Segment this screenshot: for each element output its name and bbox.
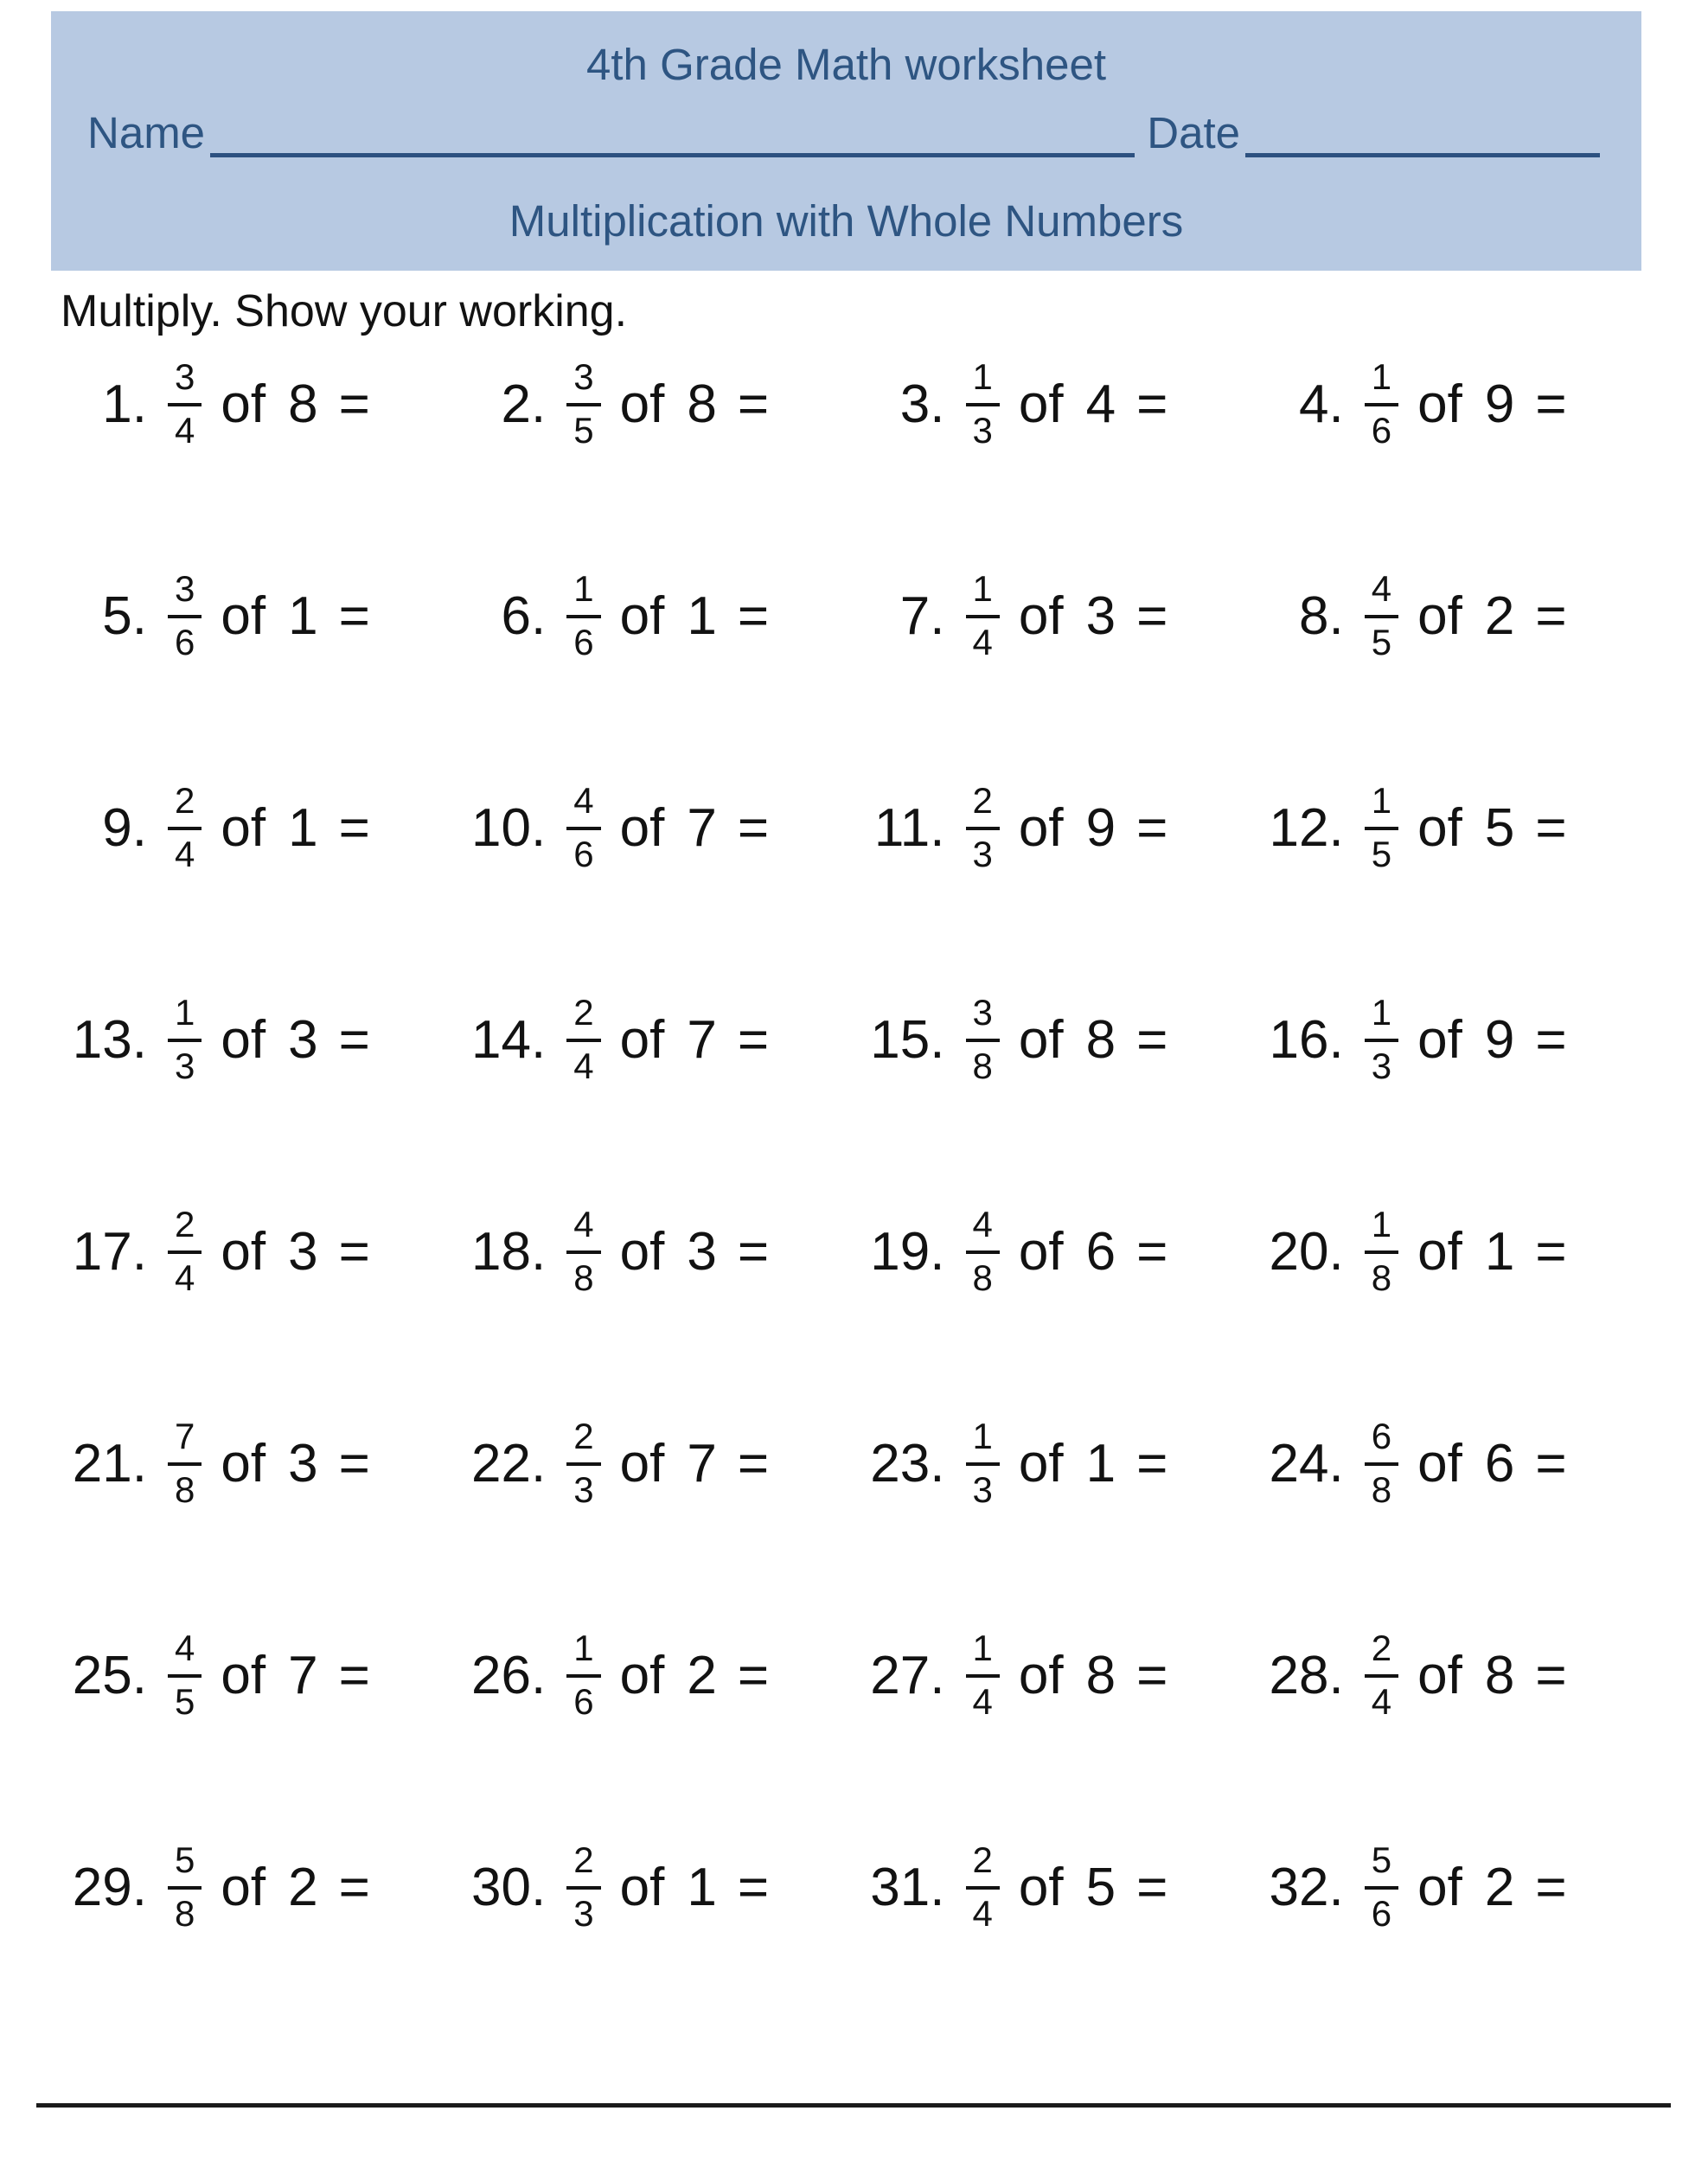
name-label: Name — [87, 108, 206, 157]
problem-number: 27. — [870, 1645, 945, 1705]
whole-number: 1 — [687, 1857, 717, 1917]
fraction-denominator: 8 — [573, 1257, 594, 1298]
fraction-denominator: 6 — [573, 1680, 594, 1722]
fraction-numerator: 2 — [566, 1841, 600, 1889]
fraction-numerator: 1 — [1365, 1206, 1398, 1253]
whole-number: 1 — [288, 797, 318, 858]
bottom-divider-line — [36, 2103, 1671, 2108]
problem-item — [59, 770, 457, 886]
problem-number: 9. — [102, 797, 147, 858]
fraction-denominator: 5 — [1371, 833, 1392, 874]
of-word: of — [619, 1433, 665, 1494]
fraction — [1365, 570, 1398, 661]
equals-sign: = — [1535, 797, 1567, 858]
fraction — [168, 1841, 202, 1932]
of-word: of — [619, 1857, 665, 1917]
problem-number: 3. — [899, 374, 945, 434]
problem-number: 8. — [1299, 585, 1344, 646]
fraction — [168, 358, 202, 449]
name-blank-line — [210, 103, 1135, 157]
fraction-numerator: 3 — [566, 358, 600, 406]
fraction-denominator: 4 — [175, 409, 195, 451]
equals-sign: = — [338, 1645, 370, 1705]
equals-sign: = — [1535, 1009, 1567, 1070]
fraction — [1365, 1629, 1398, 1720]
fraction-numerator: 4 — [1365, 570, 1398, 617]
problem-item — [59, 558, 457, 674]
equals-sign: = — [338, 374, 370, 434]
whole-number: 7 — [687, 1009, 717, 1070]
fraction — [566, 1206, 600, 1296]
fraction-numerator: 7 — [168, 1417, 202, 1465]
problem-item — [59, 1405, 457, 1521]
problem-item — [857, 1829, 1256, 1945]
whole-number: 2 — [288, 1857, 318, 1917]
fraction — [1365, 1206, 1398, 1296]
fraction-numerator: 2 — [566, 1417, 600, 1465]
equals-sign: = — [1535, 1221, 1567, 1282]
problems-grid — [59, 346, 1654, 2041]
problem-item — [457, 346, 856, 462]
whole-number: 3 — [288, 1433, 318, 1494]
date-label: Date — [1147, 108, 1240, 157]
problem-item — [857, 1617, 1256, 1733]
of-word: of — [619, 1009, 665, 1070]
problem-number: 6. — [501, 585, 547, 646]
problem-number: 31. — [870, 1857, 945, 1917]
equals-sign: = — [737, 1645, 770, 1705]
problem-number: 28. — [1269, 1645, 1344, 1705]
fraction — [566, 782, 600, 873]
whole-number: 1 — [1085, 1433, 1116, 1494]
of-word: of — [221, 585, 266, 646]
of-word: of — [619, 797, 665, 858]
whole-number: 9 — [1484, 1009, 1515, 1070]
fraction-numerator: 1 — [1365, 358, 1398, 406]
fraction-denominator: 6 — [573, 621, 594, 662]
problem-number: 5. — [102, 585, 147, 646]
problem-item — [857, 558, 1256, 674]
whole-number: 2 — [1484, 1857, 1515, 1917]
problem-number: 10. — [471, 797, 547, 858]
fraction-denominator: 3 — [972, 1468, 993, 1510]
worksheet-subtitle: Multiplication with Whole Numbers — [509, 196, 1184, 246]
equals-sign: = — [737, 585, 770, 646]
fraction-numerator: 2 — [966, 1841, 1000, 1889]
whole-number: 3 — [1085, 585, 1116, 646]
problem-item — [857, 1405, 1256, 1521]
whole-number: 1 — [288, 585, 318, 646]
fraction-numerator: 6 — [1365, 1417, 1398, 1465]
of-word: of — [221, 1857, 266, 1917]
whole-number: 2 — [687, 1645, 717, 1705]
problem-number: 22. — [471, 1433, 547, 1494]
fraction — [566, 358, 600, 449]
fraction — [966, 358, 1000, 449]
problem-item — [457, 1405, 856, 1521]
of-word: of — [1018, 1857, 1064, 1917]
problem-item — [1256, 770, 1654, 886]
fraction-numerator: 1 — [566, 570, 600, 617]
fraction — [168, 570, 202, 661]
fraction-denominator: 3 — [972, 409, 993, 451]
fraction — [168, 1417, 202, 1508]
of-word: of — [221, 1645, 266, 1705]
fraction-numerator: 1 — [1365, 994, 1398, 1041]
whole-number: 1 — [1484, 1221, 1515, 1282]
fraction-numerator: 2 — [168, 782, 202, 829]
problem-item — [457, 1193, 856, 1309]
fraction-denominator: 5 — [1371, 621, 1392, 662]
worksheet-header — [51, 11, 1641, 271]
equals-sign: = — [1136, 1221, 1168, 1282]
whole-number: 3 — [288, 1221, 318, 1282]
problem-number: 13. — [72, 1009, 147, 1070]
problem-item — [1256, 982, 1654, 1097]
fraction — [1365, 1417, 1398, 1508]
problem-item — [59, 1193, 457, 1309]
equals-sign: = — [737, 1221, 770, 1282]
fraction-denominator: 4 — [573, 1045, 594, 1086]
equals-sign: = — [1136, 585, 1168, 646]
of-word: of — [1018, 1645, 1064, 1705]
fraction-denominator: 6 — [175, 621, 195, 662]
of-word: of — [1018, 1009, 1064, 1070]
fraction-numerator: 4 — [566, 1206, 600, 1253]
fraction-numerator: 4 — [168, 1629, 202, 1677]
problem-number: 32. — [1269, 1857, 1344, 1917]
problem-item — [59, 1617, 457, 1733]
problem-number: 7. — [899, 585, 945, 646]
instruction-text: Multiply. Show your working. — [61, 286, 628, 336]
equals-sign: = — [737, 1009, 770, 1070]
fraction-denominator: 8 — [175, 1892, 195, 1934]
equals-sign: = — [1535, 1645, 1567, 1705]
problem-item — [457, 1829, 856, 1945]
problem-number: 18. — [471, 1221, 547, 1282]
fraction — [966, 1417, 1000, 1508]
problem-item — [59, 982, 457, 1097]
equals-sign: = — [338, 1857, 370, 1917]
equals-sign: = — [1535, 585, 1567, 646]
fraction-denominator: 5 — [175, 1680, 195, 1722]
problem-item — [457, 770, 856, 886]
fraction-numerator: 3 — [966, 994, 1000, 1041]
of-word: of — [619, 374, 665, 434]
fraction — [1365, 994, 1398, 1084]
whole-number: 5 — [1085, 1857, 1116, 1917]
problem-number: 20. — [1269, 1221, 1344, 1282]
fraction-numerator: 1 — [1365, 782, 1398, 829]
of-word: of — [1417, 797, 1462, 858]
fraction-denominator: 4 — [972, 621, 993, 662]
fraction — [1365, 1841, 1398, 1932]
whole-number: 6 — [1085, 1221, 1116, 1282]
whole-number: 3 — [687, 1221, 717, 1282]
fraction-denominator: 4 — [175, 833, 195, 874]
problem-item — [59, 346, 457, 462]
equals-sign: = — [1136, 1009, 1168, 1070]
fraction-numerator: 1 — [966, 1629, 1000, 1677]
problem-number: 11. — [873, 797, 945, 858]
fraction-denominator: 6 — [573, 833, 594, 874]
fraction-numerator: 1 — [966, 358, 1000, 406]
problem-number: 24. — [1269, 1433, 1344, 1494]
fraction-denominator: 6 — [1371, 1892, 1392, 1934]
fraction — [168, 1629, 202, 1720]
fraction-denominator: 8 — [972, 1257, 993, 1298]
fraction — [566, 994, 600, 1084]
equals-sign: = — [1136, 1433, 1168, 1494]
equals-sign: = — [338, 1009, 370, 1070]
equals-sign: = — [338, 1433, 370, 1494]
fraction — [168, 1206, 202, 1296]
fraction-numerator: 2 — [566, 994, 600, 1041]
problem-item — [1256, 1193, 1654, 1309]
whole-number: 3 — [288, 1009, 318, 1070]
fraction-numerator: 3 — [168, 358, 202, 406]
fraction-denominator: 4 — [175, 1257, 195, 1298]
equals-sign: = — [1136, 1857, 1168, 1917]
whole-number: 2 — [1484, 585, 1515, 646]
problem-number: 19. — [870, 1221, 945, 1282]
fraction — [168, 782, 202, 873]
of-word: of — [1417, 585, 1462, 646]
of-word: of — [1018, 1433, 1064, 1494]
of-word: of — [1417, 1221, 1462, 1282]
fraction — [566, 1629, 600, 1720]
fraction-numerator: 1 — [168, 994, 202, 1041]
equals-sign: = — [1136, 1645, 1168, 1705]
whole-number: 9 — [1085, 797, 1116, 858]
equals-sign: = — [338, 797, 370, 858]
of-word: of — [221, 1221, 266, 1282]
fraction — [566, 1417, 600, 1508]
of-word: of — [1417, 1645, 1462, 1705]
whole-number: 8 — [1085, 1645, 1116, 1705]
date-blank-line — [1245, 103, 1600, 157]
fraction-denominator: 5 — [573, 409, 594, 451]
fraction-denominator: 3 — [573, 1892, 594, 1934]
problem-number: 23. — [870, 1433, 945, 1494]
problem-number: 21. — [72, 1433, 147, 1494]
of-word: of — [1417, 1009, 1462, 1070]
problem-number: 4. — [1299, 374, 1344, 434]
fraction — [966, 782, 1000, 873]
fraction — [1365, 358, 1398, 449]
of-word: of — [1417, 374, 1462, 434]
whole-number: 9 — [1484, 374, 1515, 434]
fraction-denominator: 3 — [175, 1045, 195, 1086]
equals-sign: = — [737, 1433, 770, 1494]
fraction — [966, 994, 1000, 1084]
problem-number: 30. — [471, 1857, 547, 1917]
fraction — [168, 994, 202, 1084]
whole-number: 7 — [288, 1645, 318, 1705]
problem-item — [1256, 1405, 1654, 1521]
of-word: of — [1417, 1857, 1462, 1917]
problem-item — [857, 770, 1256, 886]
fraction-numerator: 3 — [168, 570, 202, 617]
fraction — [966, 1841, 1000, 1932]
equals-sign: = — [1136, 374, 1168, 434]
fraction-denominator: 4 — [972, 1892, 993, 1934]
fraction-denominator: 8 — [1371, 1257, 1392, 1298]
fraction-denominator: 8 — [175, 1468, 195, 1510]
fraction-numerator: 1 — [966, 1417, 1000, 1465]
problem-number: 1. — [102, 374, 147, 434]
whole-number: 1 — [687, 585, 717, 646]
whole-number: 8 — [687, 374, 717, 434]
of-word: of — [1018, 374, 1064, 434]
equals-sign: = — [737, 1857, 770, 1917]
of-word: of — [221, 374, 266, 434]
fraction-numerator: 1 — [566, 1629, 600, 1677]
equals-sign: = — [338, 1221, 370, 1282]
problem-item — [59, 1829, 457, 1945]
fraction-numerator: 1 — [966, 570, 1000, 617]
problem-number: 12. — [1269, 797, 1344, 858]
whole-number: 8 — [288, 374, 318, 434]
of-word: of — [619, 585, 665, 646]
fraction-numerator: 2 — [168, 1206, 202, 1253]
fraction-denominator: 3 — [1371, 1045, 1392, 1086]
problem-number: 25. — [72, 1645, 147, 1705]
whole-number: 7 — [687, 1433, 717, 1494]
problem-item — [1256, 1617, 1654, 1733]
problem-number: 15. — [870, 1009, 945, 1070]
whole-number: 4 — [1085, 374, 1116, 434]
of-word: of — [221, 1009, 266, 1070]
of-word: of — [221, 1433, 266, 1494]
whole-number: 5 — [1484, 797, 1515, 858]
fraction-denominator: 3 — [972, 833, 993, 874]
problem-number: 17. — [72, 1221, 147, 1282]
of-word: of — [1018, 1221, 1064, 1282]
whole-number: 8 — [1484, 1645, 1515, 1705]
fraction-denominator: 4 — [1371, 1680, 1392, 1722]
problem-item — [857, 982, 1256, 1097]
fraction — [966, 570, 1000, 661]
problem-number: 29. — [72, 1857, 147, 1917]
fraction-numerator: 2 — [966, 782, 1000, 829]
fraction — [1365, 782, 1398, 873]
of-word: of — [1018, 585, 1064, 646]
fraction-numerator: 4 — [566, 782, 600, 829]
fraction-numerator: 4 — [966, 1206, 1000, 1253]
fraction-denominator: 3 — [573, 1468, 594, 1510]
problem-item — [1256, 558, 1654, 674]
equals-sign: = — [1535, 1857, 1567, 1917]
problem-item — [857, 1193, 1256, 1309]
equals-sign: = — [737, 797, 770, 858]
problem-item — [1256, 1829, 1654, 1945]
of-word: of — [619, 1645, 665, 1705]
fraction-numerator: 5 — [1365, 1841, 1398, 1889]
equals-sign: = — [1136, 797, 1168, 858]
fraction-numerator: 5 — [168, 1841, 202, 1889]
problem-number: 2. — [501, 374, 547, 434]
page-title: 4th Grade Math worksheet — [586, 40, 1106, 89]
problem-item — [457, 1617, 856, 1733]
name-date-row — [87, 103, 1600, 157]
problem-item — [857, 346, 1256, 462]
fraction-denominator: 8 — [972, 1045, 993, 1086]
problem-item — [457, 558, 856, 674]
fraction — [966, 1206, 1000, 1296]
fraction-denominator: 8 — [1371, 1468, 1392, 1510]
problem-number: 16. — [1269, 1009, 1344, 1070]
problem-number: 26. — [471, 1645, 547, 1705]
of-word: of — [619, 1221, 665, 1282]
fraction — [966, 1629, 1000, 1720]
fraction-numerator: 2 — [1365, 1629, 1398, 1677]
fraction-denominator: 4 — [972, 1680, 993, 1722]
equals-sign: = — [737, 374, 770, 434]
whole-number: 6 — [1484, 1433, 1515, 1494]
of-word: of — [1018, 797, 1064, 858]
equals-sign: = — [338, 585, 370, 646]
of-word: of — [221, 797, 266, 858]
problem-item — [1256, 346, 1654, 462]
problem-number: 14. — [471, 1009, 547, 1070]
equals-sign: = — [1535, 374, 1567, 434]
fraction-denominator: 6 — [1371, 409, 1392, 451]
fraction — [566, 570, 600, 661]
problem-item — [457, 982, 856, 1097]
fraction — [566, 1841, 600, 1932]
whole-number: 8 — [1085, 1009, 1116, 1070]
of-word: of — [1417, 1433, 1462, 1494]
equals-sign: = — [1535, 1433, 1567, 1494]
whole-number: 7 — [687, 797, 717, 858]
